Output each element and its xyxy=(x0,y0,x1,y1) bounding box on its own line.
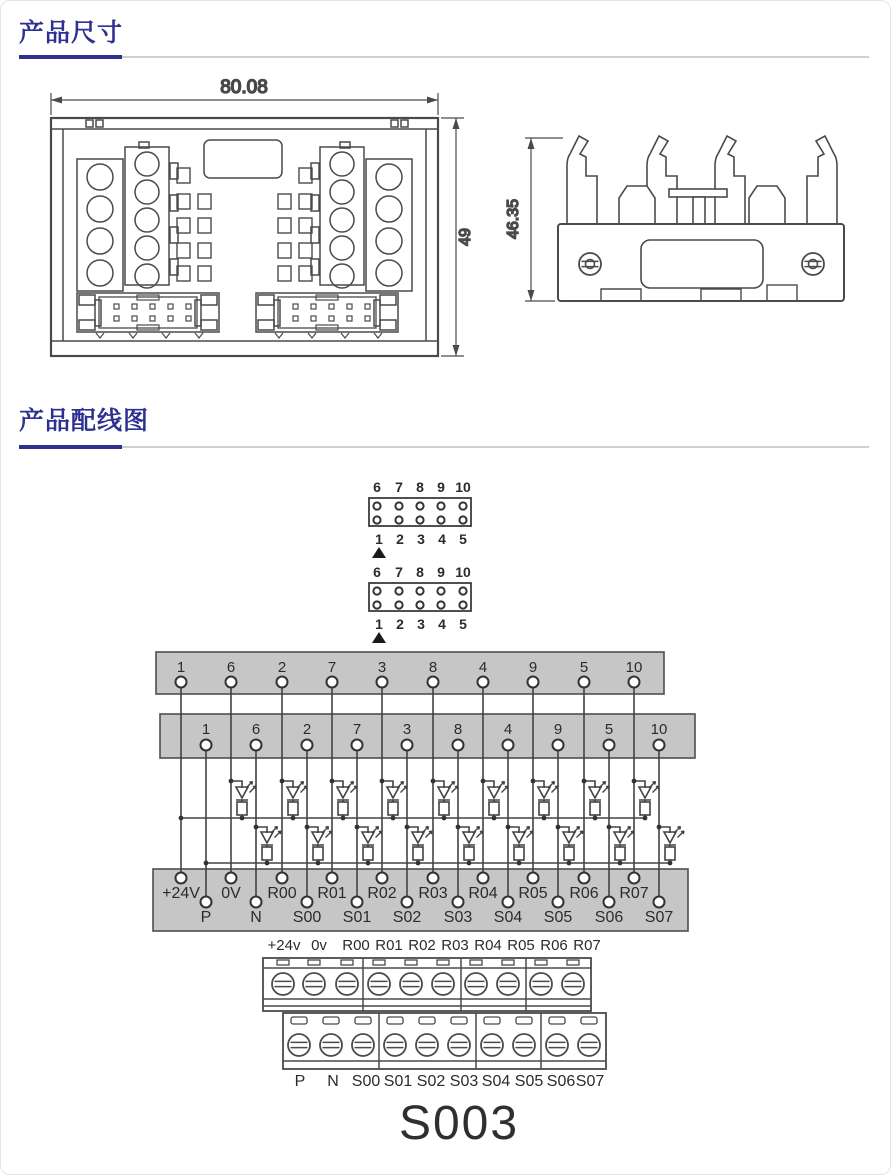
idc1-top-label: 6 xyxy=(373,479,381,495)
bar2-pin-label: 5 xyxy=(604,721,614,738)
terminal-strip-bottom xyxy=(283,1013,606,1069)
idc1-bottom-label: 2 xyxy=(396,531,404,547)
bar1-pin-label: 6 xyxy=(226,659,236,676)
bar2-pin-label: 8 xyxy=(453,721,463,738)
connector-bar-2 xyxy=(160,714,695,758)
bar1-pin-label: 3 xyxy=(377,659,387,676)
side-view-drawing xyxy=(505,136,844,301)
bar2-pin-label: 1 xyxy=(201,721,211,738)
terminal-bottom-label: S00 xyxy=(351,1073,381,1090)
front-idc-connector xyxy=(256,293,398,338)
io-row1-label: 0V xyxy=(221,885,241,902)
terminal-top-label: +24v xyxy=(267,937,301,954)
terminal-bottom-label: S07 xyxy=(575,1073,605,1090)
terminal-bottom-label: N xyxy=(327,1073,339,1090)
bar1-pin-label: 4 xyxy=(478,659,488,676)
terminal-top-label: R07 xyxy=(573,937,601,954)
terminal-bottom-label: S06 xyxy=(546,1073,576,1090)
terminal-top-label: R01 xyxy=(375,937,403,954)
io-row2-label: S07 xyxy=(644,909,674,926)
idc1-bottom-label: 5 xyxy=(459,531,467,547)
idc1-top-label: 7 xyxy=(395,479,403,495)
terminal-caption-top xyxy=(268,937,601,954)
io-row2-label: S05 xyxy=(543,909,573,926)
idc1-top-label: 10 xyxy=(455,479,471,495)
terminal-top-label: R03 xyxy=(441,937,469,954)
bar2-pin-label: 6 xyxy=(251,721,261,738)
idc2-top-label: 9 xyxy=(437,564,445,580)
io-row1-label: R01 xyxy=(317,885,347,902)
idc-connector-2 xyxy=(369,564,471,643)
io-row1-label: R07 xyxy=(619,885,649,902)
terminal-bottom-label: S04 xyxy=(481,1073,511,1090)
idc2-bottom-label: 3 xyxy=(417,616,425,632)
idc2-top-label: 6 xyxy=(373,564,381,580)
terminal-top-label: R06 xyxy=(540,937,568,954)
front-view-drawing xyxy=(51,77,474,356)
pin1-marker-icon xyxy=(372,632,386,643)
idc2-bottom-label: 4 xyxy=(438,616,446,632)
idc1-top-label: 9 xyxy=(437,479,445,495)
io-row2-label: S06 xyxy=(594,909,624,926)
bar2-pin-label: 9 xyxy=(553,721,563,738)
io-row2-label: S00 xyxy=(292,909,322,926)
bar2-pin-label: 7 xyxy=(352,721,362,738)
idc2-bottom-label: 5 xyxy=(459,616,467,632)
section-dimensions-title: 产品尺寸 xyxy=(19,19,124,47)
idc2-bottom-label: 2 xyxy=(396,616,404,632)
idc2-top-label: 7 xyxy=(395,564,403,580)
io-row1-label: R00 xyxy=(267,885,297,902)
bar2-pin-label: 2 xyxy=(302,721,312,738)
io-row1-label: R03 xyxy=(418,885,448,902)
io-row1-label: R04 xyxy=(468,885,498,902)
led-indicator-branches xyxy=(236,782,684,864)
bar1-pin-label: 5 xyxy=(579,659,589,676)
terminal-top-label: R02 xyxy=(408,937,436,954)
idc1-bottom-label: 4 xyxy=(438,531,446,547)
front-height-label: 49 xyxy=(457,228,474,246)
model-label: S003 xyxy=(398,1097,520,1150)
idc-connector-1 xyxy=(369,479,471,558)
bar1-pin-label: 9 xyxy=(528,659,538,676)
terminal-bottom-label: S02 xyxy=(416,1073,446,1090)
terminal-top-label: R00 xyxy=(342,937,370,954)
bar2-pin-label: 3 xyxy=(402,721,412,738)
idc1-bottom-label: 3 xyxy=(417,531,425,547)
io-row1-label: +24V xyxy=(162,885,200,902)
idc1-bottom-label: 1 xyxy=(375,531,383,547)
terminal-bottom-label: S05 xyxy=(514,1073,544,1090)
technical-drawings xyxy=(1,1,890,1174)
bar1-pin-label: 2 xyxy=(277,659,287,676)
front-width-label: 80.08 xyxy=(220,77,268,98)
idc2-top-label: 10 xyxy=(455,564,471,580)
terminal-top-label: 0v xyxy=(311,937,327,954)
io-row2-label: S04 xyxy=(493,909,523,926)
idc1-top-label: 8 xyxy=(416,479,424,495)
io-row2-label: S01 xyxy=(342,909,372,926)
idc2-bottom-label: 1 xyxy=(375,616,383,632)
io-row1-label: R06 xyxy=(569,885,599,902)
idc2-top-label: 8 xyxy=(416,564,424,580)
bar2-pin-label: 4 xyxy=(503,721,513,738)
terminal-bottom-label: S01 xyxy=(383,1073,413,1090)
io-row2-label: N xyxy=(250,909,262,926)
bar1-pin-label: 1 xyxy=(176,659,186,676)
io-row2-label: S03 xyxy=(443,909,473,926)
terminal-caption-bottom xyxy=(295,1073,605,1090)
front-label-window xyxy=(204,140,282,178)
pin1-marker-icon xyxy=(372,547,386,558)
terminal-bottom-label: P xyxy=(294,1073,306,1090)
terminal-top-label: R05 xyxy=(507,937,535,954)
bar1-pin-label: 8 xyxy=(428,659,438,676)
io-row1-label: R02 xyxy=(367,885,397,902)
io-row2-label: P xyxy=(200,909,212,926)
bar1-pin-label: 7 xyxy=(327,659,337,676)
terminal-strip-top xyxy=(263,958,591,1011)
bar2-pin-label: 10 xyxy=(650,721,668,738)
side-height-label: 46.35 xyxy=(505,198,522,240)
io-row1-label: R05 xyxy=(518,885,548,902)
section-wiring-title: 产品配线图 xyxy=(19,407,150,435)
front-idc-connector xyxy=(77,293,219,338)
wiring-diagram xyxy=(153,479,695,1150)
terminal-bottom-label: S03 xyxy=(449,1073,479,1090)
terminal-top-label: R04 xyxy=(474,937,502,954)
bar1-pin-label: 10 xyxy=(625,659,643,676)
io-row2-label: S02 xyxy=(392,909,422,926)
